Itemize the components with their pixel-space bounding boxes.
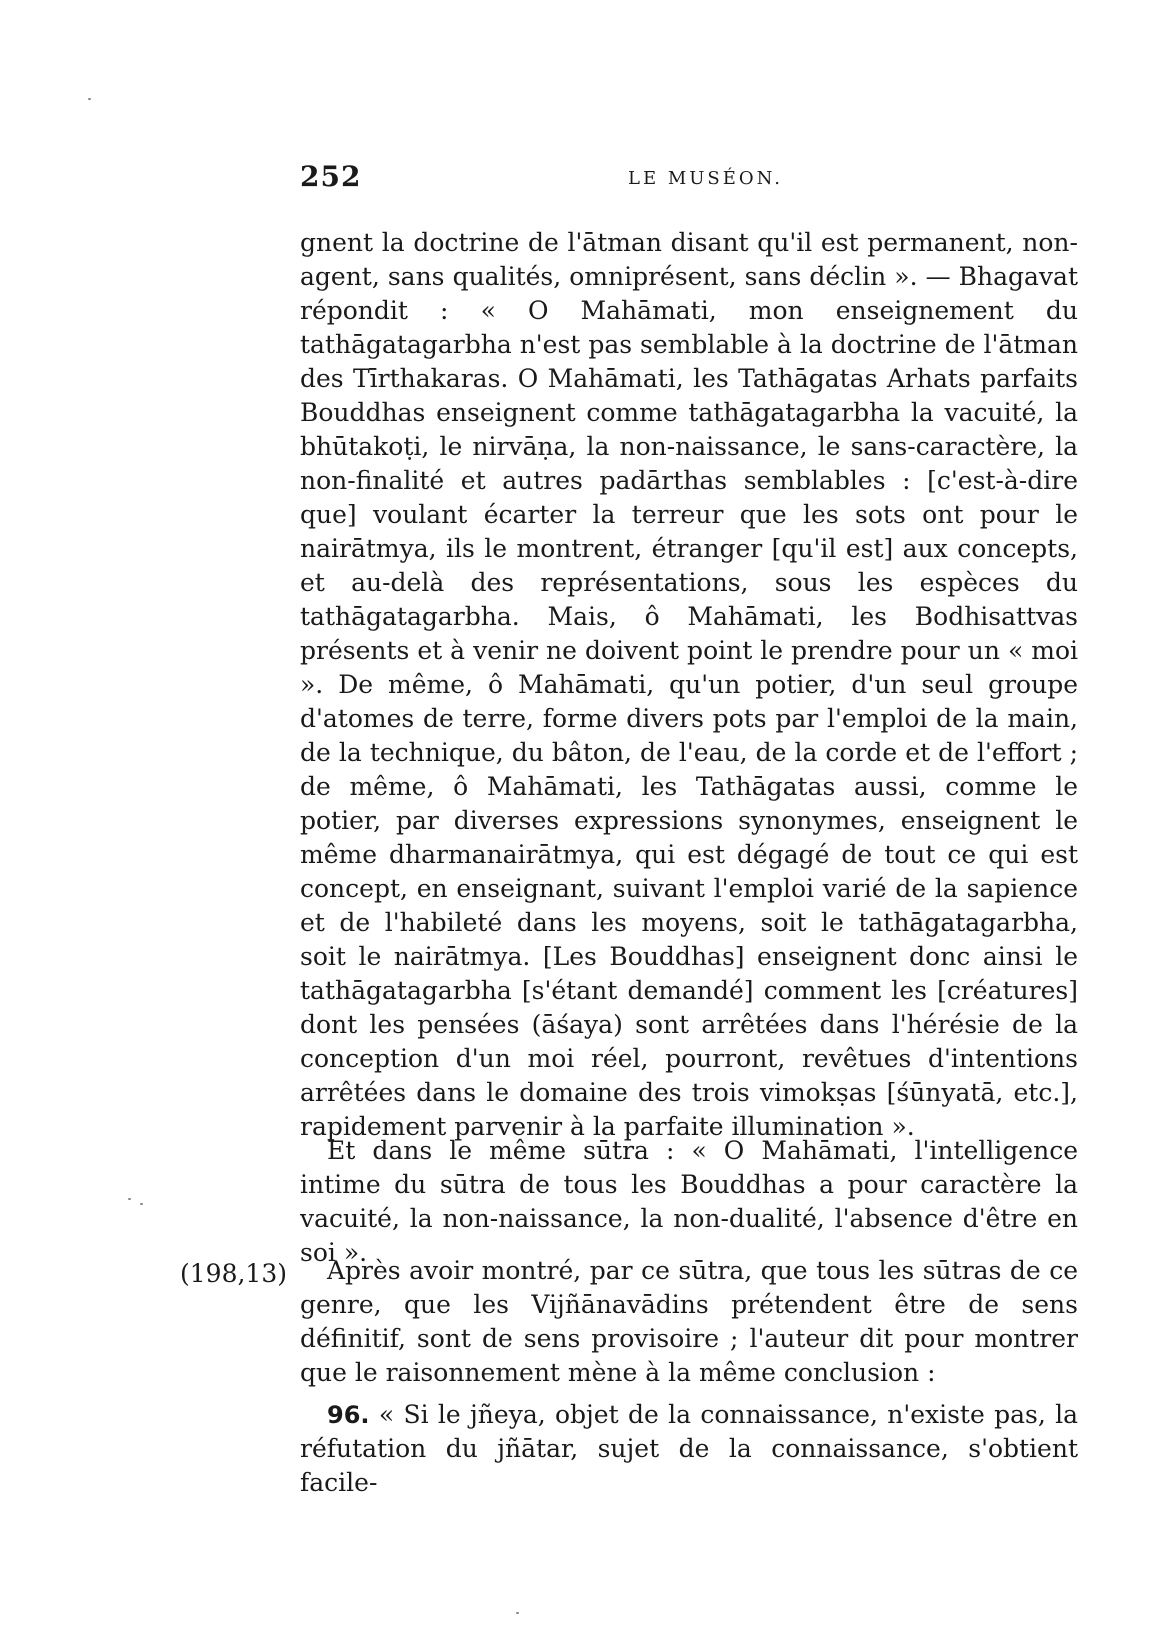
scan-speck xyxy=(88,98,91,100)
paragraph-main: gnent la doctrine de l'ātman disant qu'il est permanent, non-agent, sans qualités, omniprésent, sans déclin ». — Bhagavat répondit : « O Mahāmati, mon enseignement du tathāgatagarbha n'est pas semblable à la doctrine de l'ātman des Tīrthakaras. O Mahāmati, les Tathāgatas Arhats parfaits Bouddhas enseignent comme tathāgatagarbha la vacuité, la bhūtakoṭi, le nirvāṇa, la non-naissance, le sans-caractère, la non-finalité et autres padārthas semblables : [c'est-à-dire que] voulant écarter la terreur que les sots ont pour le nairātmya, ils le montrent, étranger [qu'il est] aux concepts, et au-delà des représentations, sous les espèces du tathāgatagarbha. Mais, ô Mahāmati, les Bodhisattvas présents et à venir ne doivent point le prendre pour un « moi ». De même, ô Mahāmati, qu'un potier, d'un seul groupe d'atomes de terre, forme divers pots par l'emploi de la main, de la technique, du bâton, de l'eau, de la corde et de l'effort ; de même, ô Mahāmati, les Tathāgatas aussi, comme le potier, par diverses expressions synonymes, enseignent le même dharmanairātmya, qui est dégagé de tout ce qui est concept, en enseignant, suivant l'emploi varié de la sapience et de l'habileté dans les moyens, soit le tathāgatagarbha, soit le nairātmya. [Les Bouddhas] enseignent donc ainsi le tathāgatagarbha [s'étant demandé] comment les [créatures] dont les pensées (āśaya) sont arrêtées dans l'hérésie de la conception d'un moi réel, pourront, revêtues d'intentions arrêtées dans le domaine des trois vimokṣas [śūnyatā, etc.], rapidement parvenir à la parfaite illumination ». xyxy=(300,228,1078,1141)
paragraph-commentary: Après avoir montré, par ce sūtra, que tous les sūtras de ce genre, que les Vijñānavādins prétendent être de sens définitif, sont de sens provisoire ; l'auteur dit pour montrer que le raisonnement mène à la même conclusion : xyxy=(300,1256,1078,1387)
scan-speck xyxy=(140,1203,143,1205)
paragraph-sutra-quote: Et dans le même sūtra : « O Mahāmati, l'intelligence intime du sūtra de tous les Bouddhas a pour caractère la vacuité, la non-naissance, la non-dualité, l'absence d'être en soi ». xyxy=(300,1136,1078,1267)
verse-text: « Si le jñeya, objet de la connaissance, n'existe pas, la réfutation du jñātar, sujet de la connaissance, s'obtient facile- xyxy=(300,1400,1079,1497)
page-number: 252 xyxy=(300,160,362,193)
page-header xyxy=(300,160,1080,194)
verse-number: 96. xyxy=(327,1401,370,1429)
margin-reference: (198,13) xyxy=(180,1259,287,1288)
scan-speck xyxy=(128,1198,131,1200)
verse-paragraph xyxy=(300,1398,1078,1500)
running-title: LE MUSÉON. xyxy=(628,168,783,189)
scan-speck xyxy=(516,1612,519,1614)
